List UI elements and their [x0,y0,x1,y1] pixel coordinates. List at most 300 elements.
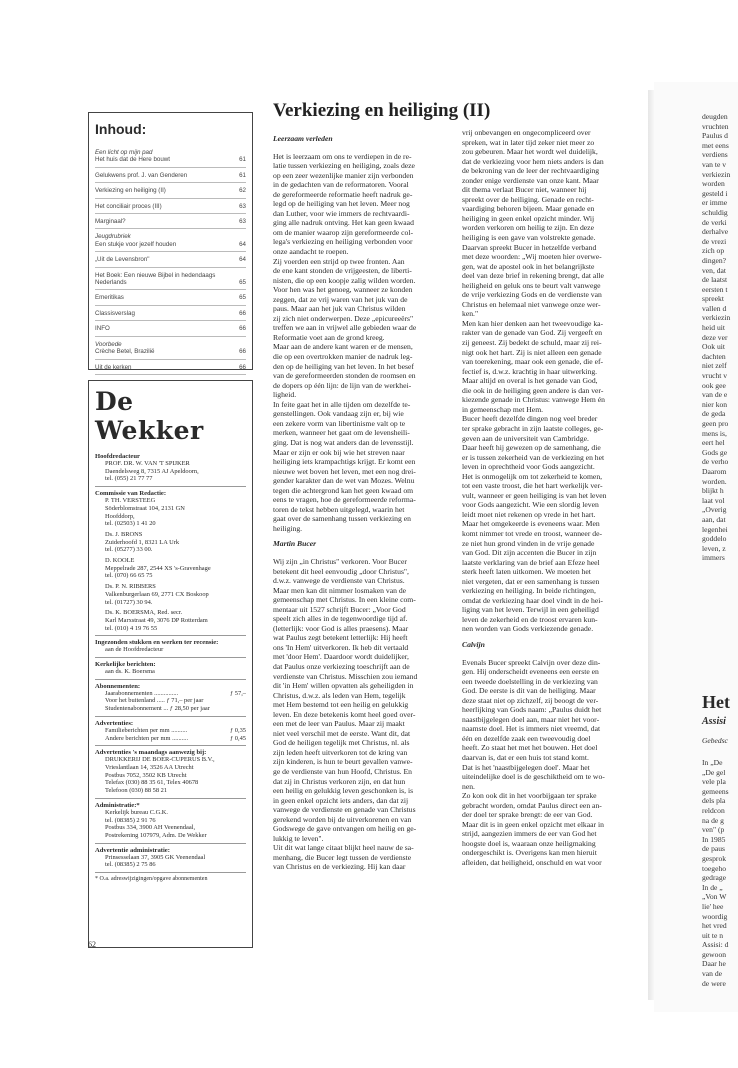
adjacent-text-line: gesprok [702,853,727,863]
text-line: lega's verkiezing en heiliging verbonden voor [273,237,413,247]
adjacent-page-section: Gebedsc [702,736,728,745]
text-line: op een zeer wezenlijke manier zijn verbonden [273,170,414,180]
text-line: worden verkoren om heilig te zijn. En deze [462,223,594,233]
text-line: onze aandacht te roepen. [273,247,349,257]
ingezonden-text: aan de Hoofdredacteur [105,646,164,654]
text-line: ligheid. [273,390,297,400]
text-line: Wij zijn „in Christus" verkoren. Voor Bucer [273,556,407,566]
masthead-line: Telefoon (030) 88 58 21 [105,787,168,795]
section-heading: Leerzaam verleden [273,134,333,143]
adjacent-text-line: zich op [702,246,725,256]
toc-entry [95,339,246,360]
commissie-member [95,557,246,580]
adjacent-text-line: niet zelf [702,361,727,371]
text-line: lukkig te leven". [273,833,324,843]
text-line: ze niet hun grond vinden in de vrije genade [462,538,595,548]
text-line: toren de tekst hebben uitgelegd, waarin het [273,504,405,514]
text-line: voor Gods aangezicht. Wie een slordig leven [462,500,599,510]
adjacent-text-line: Daar he [702,959,726,969]
text-line: er is tussen zekerheid van de verkiezing en het [462,452,605,462]
text-line: ken." [462,309,479,319]
toc-entry [95,254,246,267]
toc-entry [95,292,246,305]
adjacent-text-line: lie' hee [702,901,724,911]
adjacent-text-line: „Von W [702,892,727,902]
masthead-line: Valkenburgerlaan 69, 2771 CX Boskoop [105,590,209,598]
toc-entry-page: 64 [239,256,246,264]
masthead-line: Ds. J. BRONS [105,530,143,538]
adjacent-text-line: de laatst [702,275,728,285]
footnote: * O.a. adreswijzigingen/opgave abonnementen [95,876,208,883]
masthead-line: tel. (08385) 2 91 76 [105,816,156,824]
text-line: met deze woorden: „Wij moeten hier overwe- [462,252,602,262]
toc-entry-text: Marginaal? [95,218,126,226]
masthead-line: Zuiderhoofd 1, 8321 LA Urk [105,538,180,546]
divider [95,843,246,844]
text-line: Christus en helemaal niet vanwege onze wer- [462,299,601,309]
text-line: ge de verdienste van hun Hoofd, Christus. En [273,767,412,776]
text-line: Zij voerden een strijd op twee fronten. Aan [273,256,405,266]
advertenties-heading: Advertenties: [95,719,134,727]
text-line: naamste doel. Het is immers niet vreemd, dat [462,724,601,734]
toc-entry-label [95,364,230,371]
text-line: van Christus en de verkiezing. Hij kan daar [273,862,406,872]
text-line: Zo kon ook dit in het voorbijgaan ter sprake [462,791,597,801]
text-line: ging. Dat is nog wat anders dan de levensstijl. [273,437,414,447]
adjacent-text-line: geen pro [702,419,729,428]
text-line: treffen we aan in vrijwel alle gebieden waar de [273,323,417,333]
adjacent-text-line: Daarom [702,466,727,476]
price-label: Voor het buitenland ..... ƒ 71,– per jaar [105,697,204,705]
text-line: Maar men kan dit nimmer losmaken van de [273,585,407,595]
text-line: Daarvan spreekt Bucer in hetzelfde verband [462,242,597,252]
divider [95,745,246,746]
adjacent-text-line: er imme [702,198,728,208]
text-line: gaat over de samenhang tussen verkiezing en [273,514,411,524]
text-line: ons 'In Hem' uitverkoren. Ik heb dit vertaald [273,642,409,652]
toc-entry [95,147,246,168]
text-line: merken, wanneer het gaat om de levensheili- [273,428,410,438]
text-line: heiliging in geen enkel opzicht minder. Wij [462,213,595,223]
text-line: legd op de heiliging van het leven. Meer nog [273,199,410,209]
text-line: vaardiging behoren bijeen. Maar genade en [462,204,595,214]
text-line: van de gereformeerden stonden de roomsen en [273,371,416,381]
masthead-line: Daendelsweg 8, 7315 AJ Apeldoorn, [105,467,199,475]
masthead-line: P. TH. VERSTEEG [105,497,156,505]
text-line: Evenals Bucer spreekt Calvijn over deze din- [462,657,601,667]
toc-entry-page: 61 [239,171,246,179]
masthead-line: Meppelrade 287, 2544 XS 's-Gravenhage [105,564,211,572]
adjacent-text-line: dels pla [702,796,726,806]
text-line: tegen die achtergrond kan het geen kwaad om [273,485,414,495]
toc-entry-page: 65 [239,294,246,302]
text-line: Maar er zijn er ook bij wie het streven naar [273,447,405,457]
text-line: om de manier waarop zijn gereformeerde col- [273,227,414,237]
text-line: vult, wanneer er geen heiliging is van het leven [462,490,607,500]
adjacent-text-line: toegeho [702,863,727,873]
masthead-line: D. KOOLE [105,557,135,565]
text-line: (letterlijk: voor God is alles praesens). Maar [273,623,409,633]
masthead-line: tel. (01727) 30 94. [105,598,153,606]
text-line: gemeenschap met Christus. In een kleine com- [273,595,416,605]
divider [95,486,246,487]
text-line: Dat is het 'naastbijgelegen doel'. Maar het [462,762,590,772]
text-line: menhang, die Bucer legt tussen de verdienste [273,852,412,862]
text-line: laatste verklaring van de brief aan Efeze heel [462,557,600,567]
masthead-line: Ds. K. BOERSMA, Red. secr. [105,609,183,617]
adjacent-text-line: eersten t [702,284,728,294]
toc-entry-category: Een licht op mijn pad [95,149,153,156]
article-column-1 [273,128,457,872]
masthead-line: tel. (010) 4 19 76 55 [105,624,158,632]
adjacent-text-line: In „De [702,758,723,767]
text-line: Christus, d.w.z. als leden van Hem, tegelijk [273,690,406,700]
adjacent-text-line: vallen d [702,303,727,313]
text-line: zijn leden heeft uitverkoren tot de kring van [273,747,408,757]
adjacent-page-title: Het [702,692,730,712]
adjacent-text-line: na de g [702,815,724,825]
toc-list [95,147,246,375]
text-line: gender karakter dan de wet van Mozes. Welnu [273,476,415,486]
text-line: de ene kant stonden de vrijgeesten, de liberti- [273,266,412,276]
text-line: daarvan is, dat er een huis tot stand komt. [462,753,589,762]
toc-entry-text: INFO [95,325,110,333]
adjacent-text-line: de paus [702,844,725,854]
aanwezig-block [95,756,246,795]
text-line: deel van deze brief in rekening brengt, dat alle [462,271,604,281]
text-line: heerlijking van Gods naam: „Paulus duidt het [462,705,602,715]
divider [95,872,246,873]
text-line: speelt zich alles in de tegenwoordige tijd af. [273,614,408,624]
text-line: zeggen, dat ze vrij waren van het juk van de [273,294,408,304]
toc-entry-page: 63 [239,202,246,210]
text-line: kiezende genade in Christus: vanwege Hem én [462,395,606,405]
adjacent-text-line: heid uit [702,323,725,333]
text-line: dat Paulus onze verkiezing toeschrijft aan de [273,661,410,671]
text-line: God. De eerste is dit van de heiliging. Maar [462,686,596,696]
masthead-line: Vrieslantlaan 14, 3526 AA Utrecht [105,763,194,771]
masthead-line: Söderblomstraat 104, 2131 GN [105,504,185,512]
adjacent-page-text-bottom [702,758,729,988]
toc-entry-text: Het conciliair proces (III) [95,202,162,210]
text-line: God de heiligen tegelijk met Christus, nl. als [273,738,410,748]
masthead-line: tel. (08385) 2 75 86 [105,861,156,869]
toc-entry-label [95,187,230,194]
text-line: nen. [462,781,475,791]
text-line: geven aan de universiteit van Cambridge. [462,433,589,443]
text-line: die op een overtrokken manier de nadruk leg- [273,352,413,362]
adjacent-text-line: In 1985 [702,834,726,844]
adjacent-text-line: worden [702,179,725,189]
adjacent-text-line: ook gee [702,380,726,390]
text-line: spreekt over de heiliging. Genade en recht- [462,194,594,204]
text-line: sterk heeft laten uitkomen. We moeten het [462,567,591,577]
text-line: Voor hen was het genoeg, wanneer ze konden [273,285,413,295]
text-line: afleiden, dat heiligheid, onschuld en wat voor [462,858,602,868]
text-line: dat zij in Christus verkoren zijn, en dat hun [273,776,406,786]
commissie-member [95,531,246,554]
toc-entry-page: 64 [239,240,246,248]
adjacent-text-line: deze ver [702,332,728,342]
toc-entry-category: Voorbede [95,340,122,348]
adjacent-text-line: legenhei [702,524,728,534]
adjacent-text-line: deugden [702,112,728,121]
text-line: Men kan hier denken aan het tweevoudige ka- [462,318,604,328]
text-line: betekent dit heel eenvoudig „door Christus", [273,566,409,576]
adjacent-text-line: laat vol [702,495,725,505]
masthead-line: Karl Marxstraat 49, 3076 DP Rotterdam [105,616,208,624]
text-line: naastbijgelegen doel aan, maar niet het voor- [462,714,600,724]
adjacent-text-line: vele pla [702,777,726,787]
adjacent-text-line: verkiezin [702,169,731,179]
text-line: wat Paulus zegt betekent letterlijk: Hij heeft [273,633,408,643]
adjacent-text-line: van te v [702,159,727,169]
price-value: ƒ 0,35 [230,726,246,734]
adjacent-text-line: gedrage [702,873,727,883]
masthead-line: Postbus 334, 3900 AH Veenendaal, [105,824,196,832]
text-line: In feite gaat het in alle tijden om dezelfde te- [273,399,411,409]
adjacent-text-line: van de e [702,390,728,400]
toc-entry-text: Het Boek: Een nieuwe Bijbel in hedendaags Nederlands [95,271,216,287]
table-of-contents [88,112,253,370]
masthead-price-row [95,697,246,705]
masthead-line: Postrekening 107979, Adm. De Wekker [105,831,207,839]
text-line: niet veel verschil met de eerste. Want dit, dat [273,728,411,738]
adjacent-text-line: verdiens [702,150,728,160]
toc-entry-label [95,256,230,263]
text-line: nigt ook het hart. Zij is niet alleen een genade [462,347,602,357]
text-line: heeft. Zo staat het met het bouwen. Het doel [462,743,598,753]
toc-entry-label [95,149,230,164]
text-line: één en dezelfde zaak een tweevoudig doel [462,733,591,743]
text-line: der doel ter sprake brengt: de eer van God. [462,810,593,820]
masthead-line: tel. (055) 21 77 77 [105,475,153,483]
price-label: Studentenabonnement ... ƒ 28,50 per jaar [105,705,210,713]
toc-entry-label [95,272,230,287]
toc-entry-text: „Uit de Levensbron" [95,256,150,264]
adjacent-text-line: de verho [702,457,729,467]
text-line: latie tussen verkiezing en heiliging, zoals deze [273,161,415,171]
text-line: een met de leer van Paulus. Maar zij maakt [273,719,405,729]
text-line: ging alle nadruk ontving. Het kan geen kwaad [273,218,414,228]
text-line: dit 'in Hem' willen opvatten als geheiligden in [273,681,414,691]
adjacent-text-line: „De gel [702,767,726,777]
text-line: dit thema verlaat Bucer niet, wanneer hij [462,185,587,195]
text-line: heiliging iets krampachtigs krijgt. Er komt een [273,457,416,467]
masthead-line: DRUKKERIJ DE BOER-CUPERUS B.V., [105,756,215,764]
masthead [88,380,253,948]
toc-entry-label [95,233,230,248]
toc-entry-text: Crèche Betel, Brazilië [95,348,155,356]
text-line: mentaar uit 1527 schrijft Bucer: „Voor God [273,604,406,614]
masthead-line: tel. (070) 66 65 75 [105,572,153,580]
toc-entry [95,308,246,321]
text-line: verkiezing en heiliging. In beide richtingen, [462,586,596,596]
commissie-heading: Commissie van Redactie: [95,490,167,498]
toc-entry-text: Emeritikas [95,294,124,302]
abonnementen-block [95,690,246,713]
masthead-line: tel. (02503) 1 41 20 [105,520,156,528]
masthead-line: Hoofddorp, [105,512,135,520]
toc-entry [95,362,246,375]
adjacent-text-line: immers [702,553,725,563]
text-line: die ook in de heiliging geen andere is dan ver- [462,385,604,395]
toc-entry [95,185,246,198]
administratie-block [95,809,246,840]
text-line: vanwege de verdienste en genade van Christus [273,805,416,815]
text-line: zou gebeuren. Maar het wordt wel duidelijk, [462,147,598,157]
text-line: in de gedachten van de reformatoren. Vooral [273,180,409,190]
text-line: Maar dit is in geen enkel opzicht met elkaar in [462,819,604,829]
adjacent-text-line: van de [702,969,723,979]
text-line: omdat de verkiezing haar doel vindt in de hei- [462,595,603,605]
toc-entry-label [95,325,230,332]
text-line: Godswege de gave ontvangen om heilig en ge- [273,824,417,834]
toc-entry-text: Uit de kerken [95,363,132,371]
adjacent-page-subtitle: Assisi [702,716,726,727]
toc-title: Inhoud: [95,121,147,137]
masthead-line: Telefax (030) 88 35 61, Telex 40678 [105,779,199,787]
toc-entry [95,231,246,252]
toc-entry-page: 66 [239,348,246,356]
adjacent-text-line: woordig [702,911,728,921]
text-line: de bekroning van de leer der rechtvaardiging [462,166,600,176]
section-heading: Martin Bucer [273,539,317,549]
adjacent-text-line: In de „ [702,882,723,892]
text-line: verdienste van Christus. Misschien zou iemand [273,671,418,681]
text-line: een zekere vorm van libertinisme valt op te [273,418,406,428]
text-line: van toerekening, maar ook een genade, die ef- [462,357,604,367]
text-line: van God. Dit zijn accenten die Bucer in zijn [462,548,597,558]
text-line: gen. Hij onderscheidt eveneens een eerste en [462,667,599,677]
text-line: Het is onmogelijk om tot zekerheid te komen, [462,471,603,481]
adjacent-text-line: vrucht v [702,371,728,381]
text-line: een heilig en gelukkig leven geschonken is, is [273,786,414,796]
toc-entry-text: Een stukje voor jezelf houden [95,240,177,248]
adjacent-text-line: goddelo [702,534,727,544]
adjacent-text-line: nier kon [702,399,728,409]
text-line: zijn kinderen, is hun te beurt gevallen vanwe- [273,757,413,767]
text-line: heiliging is een gave van volstrekte genade. [462,233,596,243]
adjacent-text-line: met eens [702,140,729,150]
text-line: liging van het leven. Terwijl in een geheiligd [462,605,599,615]
text-line: d.w.z. vanwege de verdienste van Christus. [273,576,405,586]
adjacent-text-line: vruchten [702,121,729,131]
toc-entry-page: 62 [239,187,246,195]
adjacent-text-line: dachten [702,351,726,361]
masthead-price-row [95,690,246,698]
kerkelijke-heading: Kerkelijke berichten: [95,661,156,669]
price-value: ƒ 0,45 [230,734,246,742]
text-line: uiteindelijke doel is de geschiktheid om te wo- [462,772,605,782]
adjacent-text-line: schuldig [702,207,728,217]
masthead-line: tel. (05277) 33 00. [105,546,153,554]
toc-entry-page: 66 [239,363,246,371]
toc-entry-label [95,310,230,317]
aanwezig-heading: Advertenties 's maandags aanwezig bij: [95,749,207,757]
toc-entry [95,216,246,229]
text-line: in gemeenschap met Hem. [462,404,544,414]
toc-entry-page: 65 [239,279,246,287]
text-line: Bucer heeft dezelfde dingen nog veel breder [462,414,598,424]
text-line: leven. En deze betekenis komt heel goed over- [273,709,416,719]
toc-entry-text: Gelukwens prof. J. van Genderen [95,171,188,179]
masthead-price-row [95,735,246,743]
adjacent-text-line: Assisi: d [702,940,729,950]
divider [95,679,246,680]
masthead-title: De Wekker [95,387,204,445]
adjacent-text-line: mens is, [702,428,727,438]
toc-entry-label [95,294,230,301]
page-number: 62 [88,940,96,949]
adjacent-text-line: de verki [702,217,727,227]
price-label: Familieberichten per mm .......... [105,726,188,734]
text-line: strijd, aangezien immers de eer van God het [462,829,597,839]
adjacent-page [654,82,738,1012]
adjacent-text-line: gewoon [702,949,727,959]
text-line: heiliging. [273,523,303,533]
toc-entry-text: Het huis dat de Here bouwt [95,156,170,164]
text-line: leidt moet niet rekenen op vrede in het hart. [462,509,596,519]
text-line: nen worden van Gods verkiezende genade. [462,624,594,634]
hoofdredacteur-heading: Hoofdredacteur [95,453,140,460]
text-line: gerekend worden bij de uitverkorenen en van [273,814,412,824]
toc-entry [95,170,246,183]
masthead-line: Ds. P. N. RIBBERS [105,583,156,591]
text-line: gebracht worden, omdat Paulus direct een an- [462,800,602,810]
commissie-member [95,497,246,528]
text-line: spreken, wat in later tijd zeker niet meer zo [462,137,595,147]
commissie-member [95,583,246,606]
toc-entry-page: 66 [239,309,246,317]
text-line: Maar het omgekeerde is eveneens waar. Men [462,519,600,529]
text-line: niet vergeten, dat er een samenhang is tussen [462,576,600,586]
sidebar [88,112,253,972]
masthead-line: PROF. DR. W. VAN 'T SPIJKER [105,460,190,467]
text-line: de dopers op één lijn: de lijn van de werkhei- [273,380,412,390]
adjacent-text-line: het vred [702,921,727,931]
hoofdredacteur-block [95,460,246,483]
text-line: leven de zekerheid en de troost ervaren kun- [462,614,598,624]
abonnementen-heading: Abonnementen: [95,682,141,690]
text-line: in geen enkel opzicht iets anders, dan dat zij [273,795,409,805]
administratie-heading: Administratie:* [95,801,140,809]
kerkelijke-text: aan ds. K. Boersma [105,668,155,676]
text-line: een tweede doelstelling in de verkiezing van [462,676,598,686]
text-line: de vrije verkiezing Gods en de verdienste van [462,290,602,300]
text-line: de gereformeerde reformatie heeft nadruk ge- [273,189,413,199]
text-line: leven in oprechtheid voor Gods aangezicht. [462,462,595,472]
toc-entry [95,201,246,214]
toc-entry-label [95,218,230,225]
adjacent-text-line: spreekt [702,294,724,304]
adjacent-page-text-top [702,112,730,563]
divider [95,798,246,799]
toc-entry [95,323,246,336]
text-line: nieuwe wet boven het leven, met een nog drei- [273,466,416,476]
price-label: Andere berichten per mm .......... [105,734,189,742]
adjacent-text-line: dingen? [702,255,727,265]
advadmin-heading: Advertentie administratie: [95,846,170,854]
text-line: rakter van de genade van God. Zij vergeeft en [462,328,603,338]
adjacent-text-line: Ook uit [702,342,725,352]
toc-entry-page: 66 [239,325,246,333]
adjacent-text-line: de were [702,978,726,988]
adjacent-text-line: gemeens [702,786,729,796]
text-line: Maar aan de andere kant waren er de mensen, [273,342,413,352]
masthead-line: Kerkelijk bureau C.G.K. [105,808,169,816]
adjacent-text-line: leven, z [702,543,726,553]
